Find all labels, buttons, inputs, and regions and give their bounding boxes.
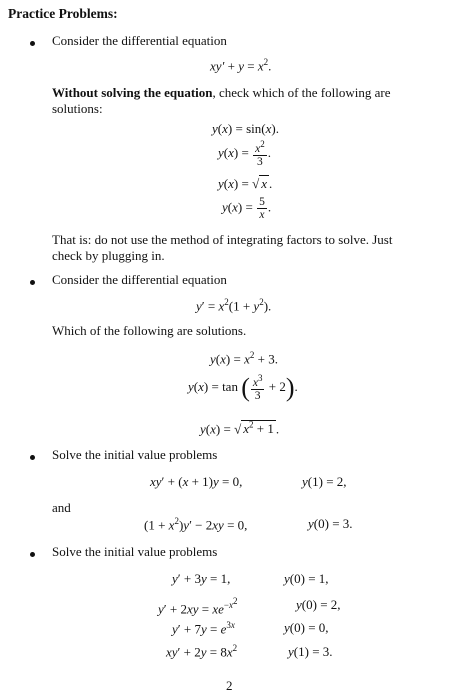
problem1-instruction-line2: solutions: <box>52 101 103 116</box>
problem3-eq1: xy′ + (x + 1)y = 0, <box>150 474 243 489</box>
problem3-and: and <box>52 500 71 515</box>
instruction-rest: , check which of the following are <box>212 85 391 100</box>
problem1-note-line2: check by plugging in. <box>52 248 165 263</box>
problem4-ic2: y(0) = 2, <box>296 597 341 612</box>
problem4-ic1: y(0) = 1, <box>284 571 329 586</box>
problem3-eq2: $(1 + x^2)y' - 2xy = 0$, <box>144 516 248 533</box>
problem1-equation: $xy' + y = x^2$. <box>210 57 272 74</box>
problem1-instruction <box>52 85 390 101</box>
problem1-note-line1: That is: do not use the method of integrating factors to solve. Just <box>52 232 393 247</box>
candidate-sin: y(x) = sin(x). <box>212 121 279 136</box>
candidate-tan: y(x) = tan ( $\frac{x^3}{3}$ + 2). <box>188 372 298 402</box>
problem1-intro: Consider the differential equation <box>52 33 227 48</box>
problem2-question: Which of the following are solutions. <box>52 323 247 338</box>
problem4-eq3: $y' + 7y = e^{3x}$ <box>172 620 235 637</box>
bullet-icon <box>30 455 35 460</box>
candidate-sqrt-x2-plus-1: y(x) = √ $x^2 + 1$ . <box>200 420 280 437</box>
problem4-eq4: $xy' + 2y = 8x^2$ <box>166 643 238 660</box>
section-heading: Practice Problems: <box>8 6 118 21</box>
problem4-ic4: y(1) = 3. <box>288 644 333 659</box>
candidate-x2-plus-3: $y(x) = x^2 + 3$. <box>210 350 278 367</box>
problem2-equation: $y' = x^2(1 + y^2)$. <box>196 297 272 314</box>
bullet-icon <box>30 280 35 285</box>
bullet-icon <box>30 552 35 557</box>
candidate-5-over-x: y(x) = $\frac{5}{x}$ . <box>222 196 272 222</box>
problem4-intro: Solve the initial value problems <box>52 544 218 559</box>
instruction-bold: Without solving the equation <box>52 85 213 100</box>
problem3-ic2: y(0) = 3. <box>308 516 353 531</box>
problem4-ic3: y(0) = 0, <box>284 620 329 635</box>
problem3-intro: Solve the initial value problems <box>52 447 218 462</box>
problem4-eq1: y′ + 3y = 1, <box>172 571 231 586</box>
page-number: 2 <box>226 678 233 693</box>
candidate-x2-over-3: y(x) = $\frac{x^2}{3}$ . <box>218 139 271 168</box>
bullet-icon <box>30 41 35 46</box>
problem2-intro: Consider the differential equation <box>52 272 227 287</box>
problem4-eq2: $y' + 2xy = xe^{-x^2}$ <box>158 596 238 617</box>
problem3-ic1: y(1) = 2, <box>302 474 347 489</box>
candidate-sqrt-x: y(x) = √ x . <box>218 176 273 191</box>
